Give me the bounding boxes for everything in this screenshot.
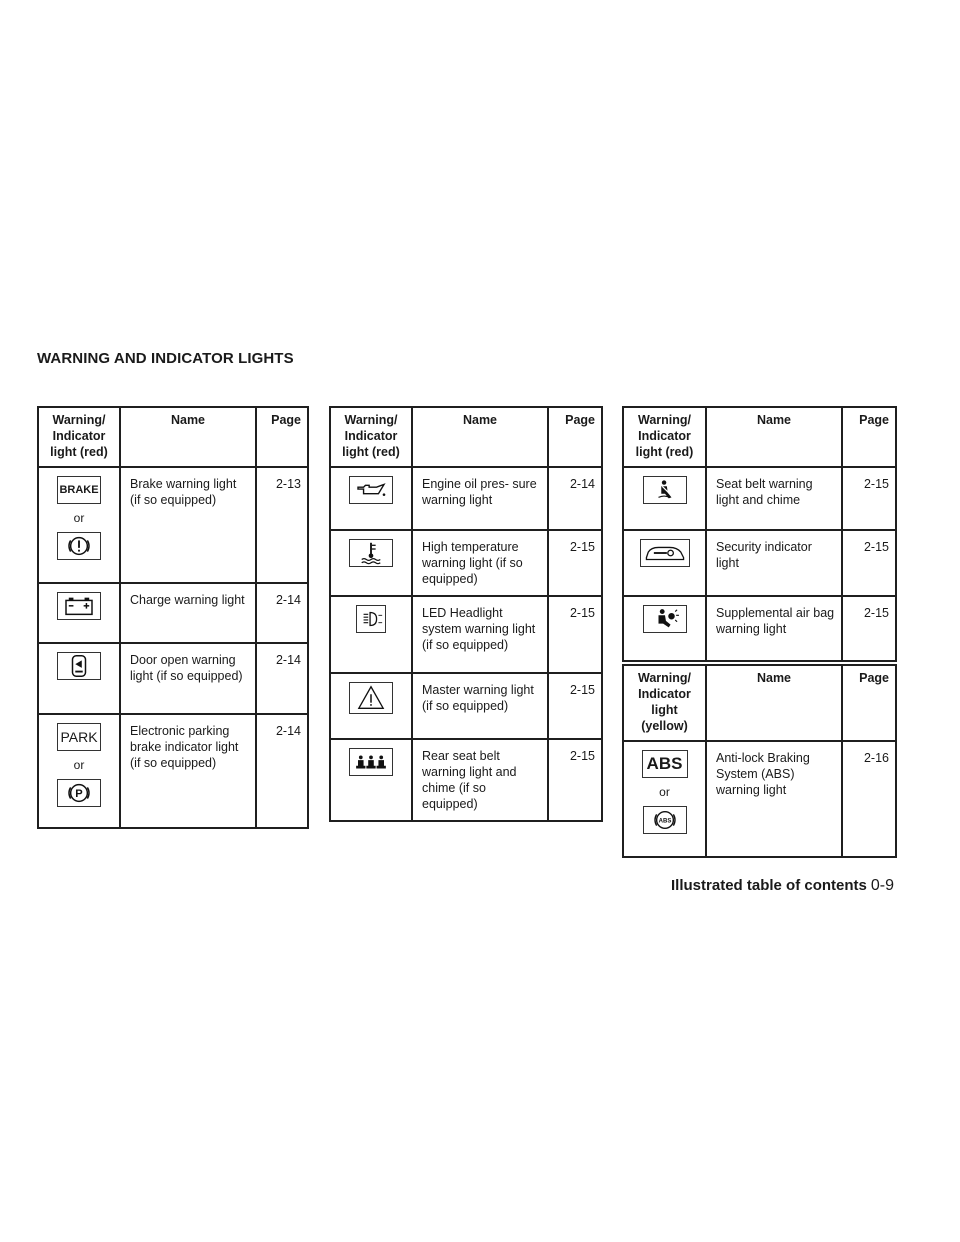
header-icon: Warning/ Indicator light (red) [623, 407, 706, 467]
table-row [38, 714, 308, 828]
row-page: 2-15 [842, 467, 896, 530]
table-row [623, 596, 896, 661]
row-page: 2-14 [256, 714, 308, 828]
table-row [623, 741, 896, 857]
table-row [330, 596, 602, 673]
warning-table-2 [329, 406, 603, 822]
row-name: Engine oil pres- sure warning light [412, 467, 548, 530]
or-label: or [659, 785, 670, 799]
row-name: LED Headlight system warning light (if so equipped) [412, 596, 548, 673]
icon-cell [330, 530, 412, 596]
temperature-icon [349, 539, 393, 567]
icon-cell [38, 583, 120, 643]
row-name: Anti-lock Braking System (ABS) warning light [706, 741, 842, 857]
row-page: 2-14 [256, 643, 308, 714]
header-page: Page [842, 407, 896, 467]
row-page: 2-14 [548, 467, 602, 530]
headlight-icon [356, 605, 386, 633]
table-row [330, 530, 602, 596]
table-row [623, 467, 896, 530]
table-row [623, 530, 896, 596]
row-page: 2-15 [842, 596, 896, 661]
header-page: Page [256, 407, 308, 467]
row-page: 2-15 [548, 673, 602, 739]
row-page: 2-14 [256, 583, 308, 643]
header-icon: Warning/ Indicator light (red) [38, 407, 120, 467]
row-name: Brake warning light (if so equipped) [120, 467, 256, 583]
header-page: Page [842, 665, 896, 741]
warning-triangle-icon [349, 682, 393, 714]
header-name: Name [706, 407, 842, 467]
row-page: 2-15 [548, 530, 602, 596]
icon-cell [330, 467, 412, 530]
rear-seatbelt-icon [349, 748, 393, 776]
row-name: High temperature warning light (if so equipped) [412, 530, 548, 596]
seatbelt-icon [643, 476, 687, 504]
footer-page-number: 0-9 [870, 877, 894, 894]
row-page: 2-13 [256, 467, 308, 583]
row-page: 2-16 [842, 741, 896, 857]
door-open-icon [57, 652, 101, 680]
table-row [38, 583, 308, 643]
row-name: Supplemental air bag warning light [706, 596, 842, 661]
icon-cell [623, 530, 706, 596]
table-header-row [623, 407, 896, 467]
icon-cell [38, 643, 120, 714]
row-page: 2-15 [548, 596, 602, 673]
row-name: Seat belt warning light and chime [706, 467, 842, 530]
row-name: Charge warning light [120, 583, 256, 643]
icon-cell [330, 739, 412, 821]
icon-cell [38, 467, 120, 583]
icon-cell [330, 673, 412, 739]
section-title: WARNING AND INDICATOR LIGHTS [37, 350, 294, 367]
row-page: 2-15 [842, 530, 896, 596]
row-name: Security indicator light [706, 530, 842, 596]
svg-text:ABS: ABS [658, 818, 671, 825]
table-row [38, 467, 308, 583]
table-row [38, 643, 308, 714]
icon-cell [38, 714, 120, 828]
row-name: Electronic parking brake indicator light (if so equipped) [120, 714, 256, 828]
table-row [330, 467, 602, 530]
battery-icon [57, 592, 101, 620]
table-row [330, 673, 602, 739]
oil-can-icon [349, 476, 393, 504]
header-icon: Warning/ Indicator light (red) [330, 407, 412, 467]
or-label: or [73, 511, 85, 525]
row-name: Door open warning light (if so equipped) [120, 643, 256, 714]
row-name: Master warning light (if so equipped) [412, 673, 548, 739]
svg-text:P: P [75, 788, 83, 801]
icon-cell [623, 467, 706, 530]
table-header-row [330, 407, 602, 467]
header-icon: Warning/ Indicator light (yellow) [623, 665, 706, 741]
page-footer [671, 877, 894, 895]
abs-text-icon: ABS [642, 750, 688, 778]
icon-cell [623, 596, 706, 661]
security-car-icon [640, 539, 690, 567]
header-page: Page [548, 407, 602, 467]
abs-circle-icon [643, 806, 687, 834]
park-text-icon: PARK [57, 723, 101, 751]
header-name: Name [706, 665, 842, 741]
brake-circle-icon [57, 532, 101, 560]
warning-table-4 [622, 664, 897, 858]
table-header-row [38, 407, 308, 467]
header-name: Name [412, 407, 548, 467]
row-page: 2-15 [548, 739, 602, 821]
warning-table-1 [37, 406, 309, 829]
warning-table-3 [622, 406, 897, 662]
table-row [330, 739, 602, 821]
table-header-row [623, 665, 896, 741]
brake-text-icon: BRAKE [57, 476, 101, 504]
icon-cell [330, 596, 412, 673]
row-name: Rear seat belt warning light and chime (if so equipped) [412, 739, 548, 821]
header-name: Name [120, 407, 256, 467]
parking-circle-icon [57, 779, 101, 807]
or-label: or [73, 758, 85, 772]
airbag-icon [643, 605, 687, 633]
icon-cell [623, 741, 706, 857]
footer-label: Illustrated table of contents [671, 877, 867, 894]
